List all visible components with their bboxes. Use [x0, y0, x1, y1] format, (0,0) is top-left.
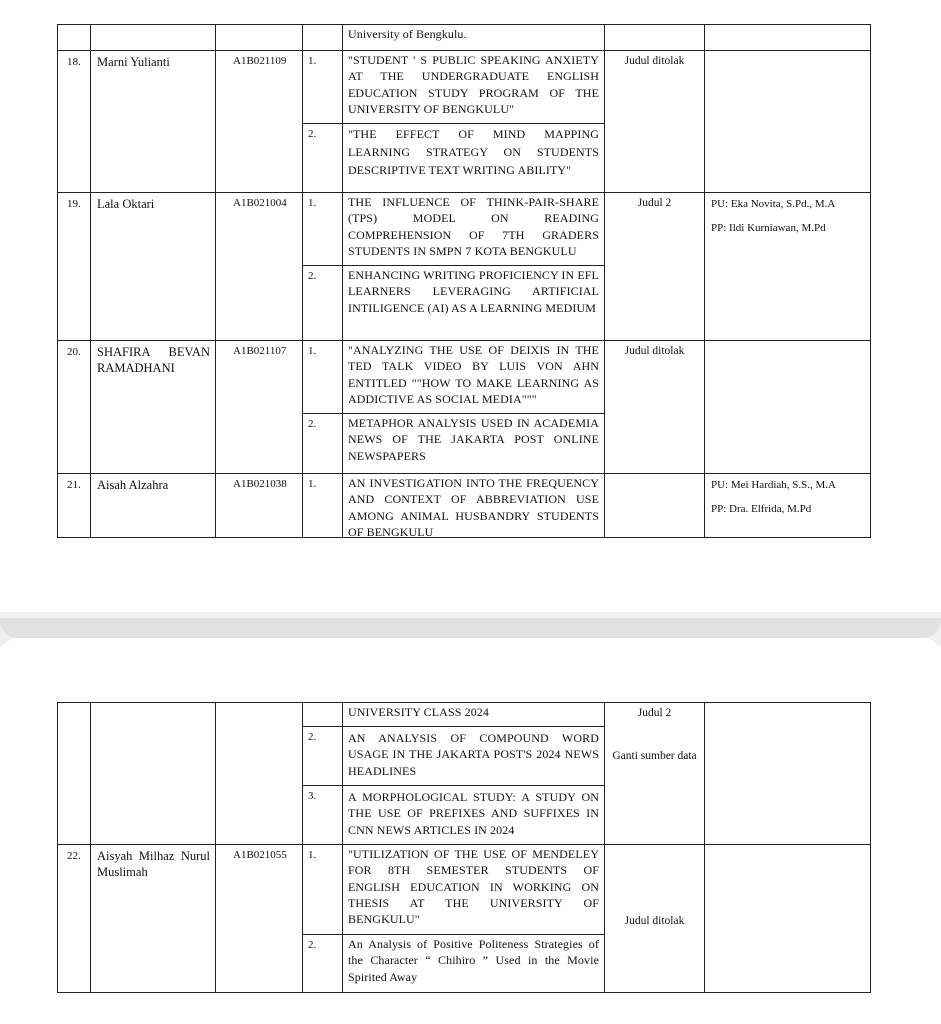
document-page-2 [0, 638, 941, 1024]
student-id-cell: A1B021038 [215, 473, 303, 538]
title-index-cell: 3. [302, 785, 343, 845]
student-name-cell [90, 24, 216, 51]
title-index-cell: 2. [302, 413, 343, 474]
thesis-title-cell: METAPHOR ANALYSIS USED IN ACADEMIA NEWS OF THE JAKARTA POST ONLINE NEWSPAPERS [342, 413, 605, 474]
row-number-cell [57, 702, 91, 845]
secondary-supervisor: PP: Ildi Kurniawan, M.Pd [711, 222, 826, 235]
thesis-title-cell: "UTILIZATION OF THE USE OF MENDELEY FOR 8TH SEMESTER STUDENTS OF ENGLISH EDUCATION IN WORKING ON THESIS AT THE UNIVERSITY OF BENGKULU" [342, 844, 605, 935]
row-number-cell: 18. [57, 50, 91, 193]
supervisor-cell [704, 702, 871, 845]
student-id-cell: A1B021004 [215, 192, 303, 341]
status-cell: Judul ditolak [604, 844, 705, 993]
title-index-cell: 2. [302, 726, 343, 786]
status-cell [604, 702, 705, 845]
student-id-cell: A1B021107 [215, 340, 303, 474]
primary-supervisor: PU: Mei Hardiah, S.S., M.A [711, 479, 836, 491]
status-cell: Judul ditolak [604, 340, 705, 474]
title-index-cell: 1. [302, 192, 343, 266]
title-index-cell: 1. [302, 473, 343, 538]
supervisor-cell [704, 340, 871, 474]
thesis-title-cell: A MORPHOLOGICAL STUDY: A STUDY ON THE USE OF PREFIXES AND SUFFIXES IN CNN NEWS ARTICLES IN 2024 [342, 785, 605, 845]
thesis-title-cell: "ANALYZING THE USE OF DEIXIS IN THE TED TALK VIDEO BY LUIS VON AHN ENTITLED ""HOW TO MAKE LEARNING AS ADDICTIVE AS SOCIAL MEDIA""" [342, 340, 605, 414]
title-index-cell: 2. [302, 265, 343, 341]
row-number-cell: 22. [57, 844, 91, 993]
student-id-cell [215, 702, 303, 845]
page-separator-shadow [0, 618, 941, 638]
status-cell: Judul ditolak [604, 50, 705, 193]
student-id-cell: A1B021109 [215, 50, 303, 193]
student-name-cell: Lala Oktari [90, 192, 216, 341]
thesis-title-cell: AN ANALYSIS OF COMPOUND WORD USAGE IN THE JAKARTA POST'S 2024 NEWS HEADLINES [342, 726, 605, 786]
row-number-cell: 19. [57, 192, 91, 341]
status-cell: Judul 2 [604, 192, 705, 341]
primary-supervisor: PU: Eka Novita, S.Pd., M.A [711, 198, 836, 210]
thesis-title-cell: "THE EFFECT OF MIND MAPPING LEARNING STRATEGY ON STUDENTS DESCRIPTIVE TEXT WRITING ABILITY" [342, 123, 605, 193]
supervisor-cell [704, 24, 871, 51]
title-index-cell: 1. [302, 50, 343, 124]
title-index-cell: 1. [302, 340, 343, 414]
student-name-cell [90, 702, 216, 845]
status-note: Ganti sumber data [612, 750, 697, 763]
thesis-title-cell: "STUDENT ' S PUBLIC SPEAKING ANXIETY AT THE UNDERGRADUATE ENGLISH EDUCATION STUDY PROGRAM OF THE UNIVERSITY OF BENGKULU" [342, 50, 605, 124]
title-index-cell [302, 24, 343, 51]
thesis-title-cell: ENHANCING WRITING PROFICIENCY IN EFL LEARNERS LEVERAGING ARTIFICIAL INTILIGENCE (AI) AS A LEARNING MEDIUM [342, 265, 605, 341]
thesis-title-cell: University of Bengkulu. [342, 24, 605, 51]
row-number-cell [57, 24, 91, 51]
status-text: Judul 2 [637, 707, 672, 719]
supervisor-cell [704, 50, 871, 193]
student-name-cell: Aisyah Milhaz Nurul Muslimah [90, 844, 216, 993]
student-name-cell: Aisah Alzahra [90, 473, 216, 538]
title-index-cell: 1. [302, 844, 343, 935]
secondary-supervisor: PP: Dra. Elfrida, M.Pd [711, 503, 812, 516]
supervisor-cell [704, 844, 871, 993]
thesis-title-cell: AN INVESTIGATION INTO THE FREQUENCY AND CONTEXT OF ABBREVIATION USE AMONG ANIMAL HUSBANDRY STUDENTS OF BENGKULU [342, 473, 605, 538]
row-number-cell: 20. [57, 340, 91, 474]
title-index-cell [302, 702, 343, 727]
status-cell [604, 24, 705, 51]
row-number-cell: 21. [57, 473, 91, 538]
title-index-cell: 2. [302, 123, 343, 193]
student-id-cell [215, 24, 303, 51]
student-id-cell: A1B021055 [215, 844, 303, 993]
status-cell [604, 473, 705, 538]
thesis-title-cell: THE INFLUENCE OF THINK-PAIR-SHARE (TPS) MODEL ON READING COMPREHENSION OF 7TH GRADERS STUDENTS IN SMPN 7 KOTA BENGKULU [342, 192, 605, 266]
thesis-title-cell: UNIVERSITY CLASS 2024 [342, 702, 605, 727]
student-name-cell: Marni Yulianti [90, 50, 216, 193]
student-name-cell: SHAFIRA BEVAN RAMADHANI [90, 340, 216, 474]
thesis-title-cell: An Analysis of Positive Politeness Strategies of the Character “ Chihiro ” Used in the Movie Spirited Away [342, 934, 605, 993]
title-index-cell: 2. [302, 934, 343, 993]
supervisor-cell [704, 192, 871, 341]
supervisor-cell [704, 473, 871, 538]
